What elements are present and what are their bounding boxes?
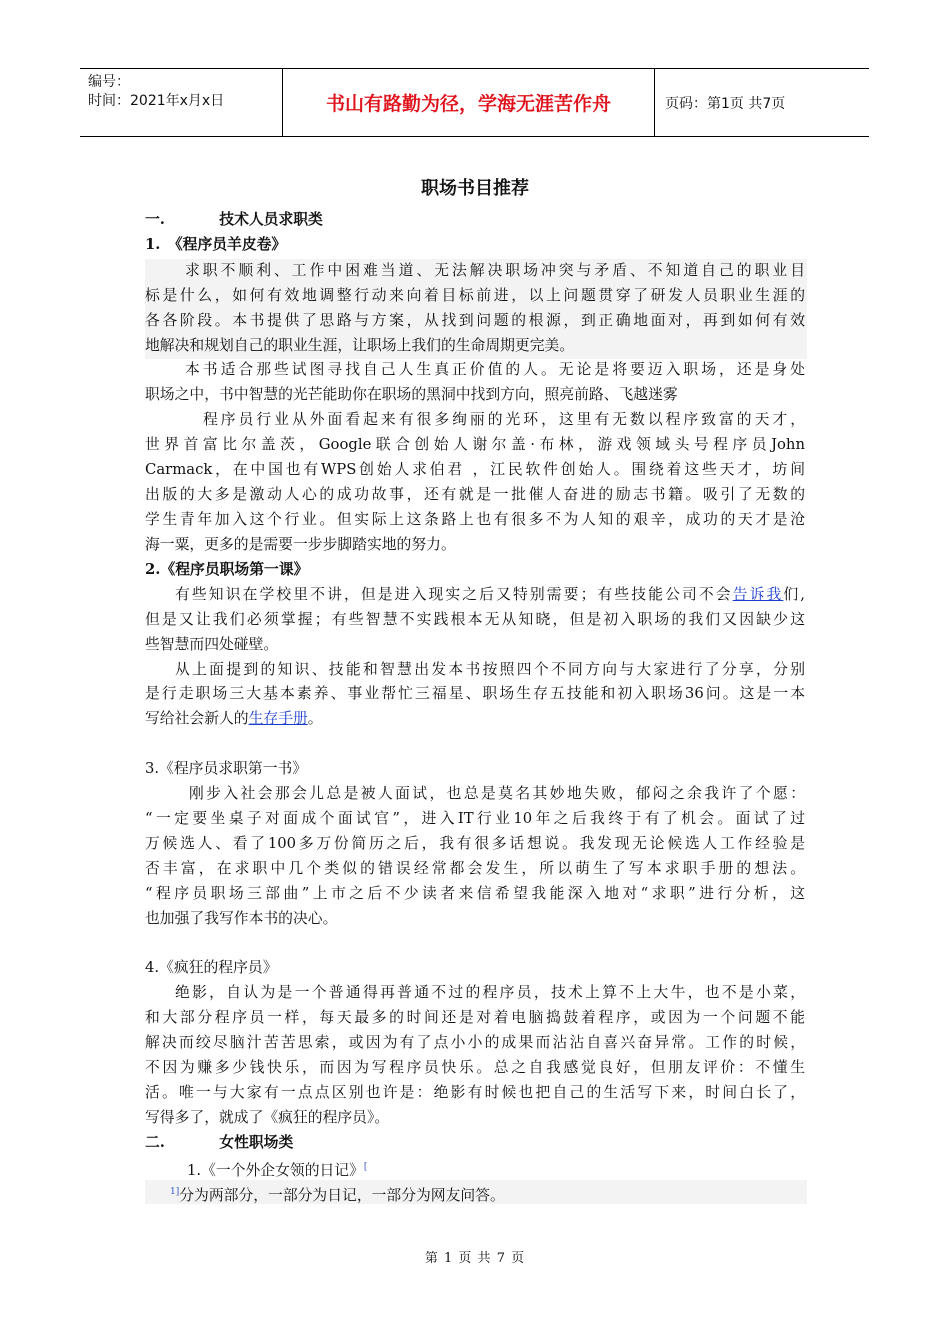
section-number: 一.: [145, 211, 165, 228]
paragraph-line: 活。唯一与大家有一点点区别也许是：绝影有时候也把自己的生活写下来，时间白长了，: [145, 1084, 805, 1101]
header-motto: 书山有路勤为径，学海无涯苦作舟: [283, 69, 655, 136]
paragraph-line: 从上面提到的知识、技能和智慧出发本书按照四个不同方向与大家进行了分享，分别: [175, 661, 805, 678]
footnote-ref[interactable]: [: [363, 1162, 368, 1172]
paragraph-line: 也加强了我写作本书的决心。: [145, 910, 338, 927]
header-meta-cell: [80, 69, 283, 136]
paragraph-line: 些智慧而四处碰壁。: [145, 636, 279, 653]
paragraph-line: 求职不顺利、工作中困难当道、无法解决职场冲突与矛盾、不知道自己的职业目: [185, 262, 805, 279]
paragraph-line: 和大部分程序员一样，每天最多的时间还是对着电脑捣鼓着程序，或因为一个问题不能: [145, 1009, 805, 1026]
paragraph-line: 是行走职场三大基本素养、事业帮忙三福星、职场生存五技能和初入职场36问。这是一本: [145, 685, 805, 702]
paragraph-line: 万候选人、看了100多万份简历之后，我有很多话想说。我发现无论候选人工作经验是: [145, 835, 805, 852]
book-title-5: 1.《一个外企女领的日记》[: [187, 1161, 368, 1179]
paragraph-line: 解决而绞尽脑汁苦苦思索，或因为有了点小小的成果而沾沾自喜兴奋异常。工作的时候，: [145, 1034, 805, 1051]
paragraph-line: Carmack，在中国也有WPS创始人求伯君 ，江民软件创始人。围绕着这些天才，坊间: [145, 461, 805, 478]
doc-number-label: 编号：: [88, 74, 130, 90]
paragraph-line: “程序员职场三部曲”上市之后不少读者来信希望我能深入地对“求职”进行分析，这: [145, 885, 805, 902]
paragraph-line: 学生青年加入这个行业。但实际上这条路上也有很多不为人知的艰辛，成功的天才是沧: [145, 511, 805, 528]
footnote-ref[interactable]: 1]: [170, 1187, 180, 1197]
paragraph-line: “一定要坐桌子对面成个面试官”，进入IT行业10年之后我终于有了机会。面试了过: [145, 810, 805, 827]
book-title-1: 1. 《程序员羊皮卷》: [145, 236, 287, 253]
link-tell-me[interactable]: 告诉我: [732, 586, 784, 603]
paragraph-line: 不因为赚多少钱快乐，而因为写程序员快乐。总之自我感觉良好，但朋友评价：不懂生: [145, 1059, 805, 1076]
header-page-label: 页码：第1页 共7页: [665, 95, 786, 112]
paragraph-line: 刚步入社会那会儿总是被人面试，也总是莫名其妙地失败，郁闷之余我许了个愿：: [189, 785, 805, 802]
paragraph-line: 绝影，自认为是一个普通得再普通不过的程序员，技术上算不上大牛，也不是小菜，: [175, 984, 805, 1001]
paragraph-line: 各各阶段。本书提供了思路与方案，从找到问题的根源，到正确地面对，再到如何有效: [145, 312, 805, 329]
link-survival-manual[interactable]: 生存手册: [248, 710, 308, 727]
section-title: 技术人员求职类: [219, 211, 323, 228]
paragraph-line: 世界首富比尔盖茨，Google联合创始人谢尔盖·布林，游戏领域头号程序员John: [145, 436, 805, 453]
paragraph-line: 职场之中，书中智慧的光芒能助你在职场的黑洞中找到方向，照亮前路、飞越迷雾: [145, 386, 678, 403]
paragraph-line: 程序员行业从外面看起来有很多绚丽的光环，这里有无数以程序致富的天才，: [203, 411, 805, 428]
paragraph-line: 地解决和规划自己的职业生涯，让职场上我们的生命周期更完美。: [145, 337, 575, 354]
section-heading-2: [145, 1133, 293, 1153]
paragraph-line: 否丰富，在求职中几个类似的错误经常都会发生，所以萌生了写本求职手册的想法。: [145, 860, 805, 877]
paragraph-line: 本书适合那些试图寻找自己人生真正价值的人。无论是将要迈入职场，还是身处: [185, 361, 805, 378]
paragraph-line: 写得多了，就成了《疯狂的程序员》。: [145, 1109, 390, 1126]
book-title-3: 3.《程序员求职第一书》: [145, 760, 308, 777]
section-heading-1: [145, 210, 323, 230]
book-title-4: 4.《疯狂的程序员》: [145, 959, 278, 976]
paragraph-line: 出版的大多是激动人心的成功故事，还有就是一批催人奋进的励志书籍。吸引了无数的: [145, 486, 805, 503]
section-title: 女性职场类: [219, 1134, 294, 1151]
book-title-2: 2.《程序员职场第一课》: [145, 561, 309, 578]
paragraph-line: 海一粟，更多的是需要一步步脚踏实地的努力。: [145, 536, 456, 553]
paragraph-line: 有些知识在学校里不讲，但是进入现实之后又特别需要；有些技能公司不会告诉我们,: [175, 586, 805, 603]
section-number: 二.: [145, 1134, 165, 1151]
paragraph-line: $^{1]}$分为两部分，一部分为日记，一部分为网友问答。: [170, 1186, 505, 1204]
paragraph-line: 标是什么，如何有效地调整行动来向着目标前进，以上问题贯穿了研发人员职业生涯的: [145, 287, 805, 304]
page-footer: 第 1 页 共 7 页: [424, 1251, 526, 1266]
header-table: [80, 68, 869, 137]
paragraph-line: 但是又让我们必须掌握；有些智慧不实践根本无从知晓，但是初入职场的我们又因缺少这: [145, 611, 805, 628]
doc-time-label: 时间：2021年x月x日: [88, 93, 225, 109]
document-title: 职场书目推荐: [421, 178, 529, 199]
paragraph-line: 写给社会新人的生存手册。: [145, 710, 323, 727]
